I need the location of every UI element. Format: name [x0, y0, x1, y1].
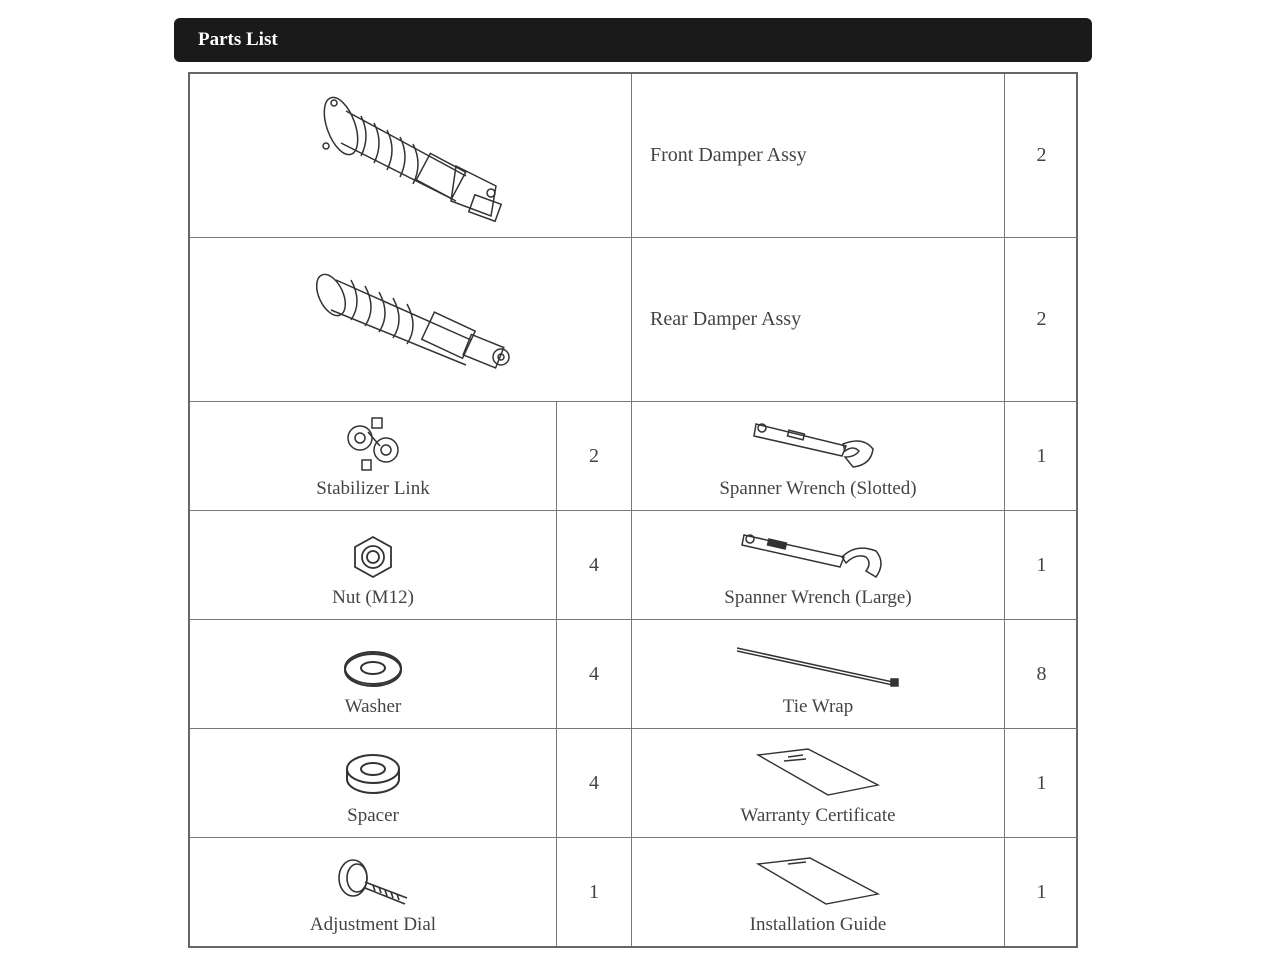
spanner-wrench-large-qty-cell	[1005, 511, 1078, 620]
spacer-cell	[190, 729, 557, 838]
part-name: Warranty Certificate	[740, 805, 896, 826]
spacer-qty-cell	[557, 729, 632, 838]
spanner-wrench-large-icon	[738, 525, 898, 583]
nut-qty-cell	[557, 511, 632, 620]
part-name: Installation Guide	[749, 914, 887, 935]
adjustment-dial-cell	[190, 838, 557, 946]
stabilizer-link-cell	[190, 402, 557, 511]
front-damper-icon	[306, 81, 516, 231]
part-name: Spanner Wrench (Slotted)	[719, 478, 917, 499]
tie-wrap-qty-cell	[1005, 620, 1078, 729]
installation-guide-qty-cell	[1005, 838, 1078, 946]
rear-damper-icon	[301, 255, 521, 385]
warranty-certificate-cell	[632, 729, 1005, 838]
parts-table	[188, 72, 1078, 948]
nut-cell	[190, 511, 557, 620]
part-name: Tie Wrap	[782, 696, 854, 717]
part-name: Nut (M12)	[332, 587, 414, 608]
part-name: Spacer	[347, 805, 399, 826]
nut-icon	[348, 533, 398, 583]
spanner-wrench-slotted-qty-cell	[1005, 402, 1078, 511]
part-qty: 2	[589, 444, 599, 467]
washer-cell	[190, 620, 557, 729]
part-qty: 1	[1036, 880, 1047, 903]
warranty-certificate-icon	[748, 747, 888, 801]
part-qty: 1	[589, 880, 599, 903]
washer-qty-cell	[557, 620, 632, 729]
part-qty: 8	[1036, 662, 1047, 685]
warranty-certificate-qty-cell	[1005, 729, 1078, 838]
adjustment-dial-qty-cell	[557, 838, 632, 946]
spanner-wrench-slotted-icon	[748, 416, 888, 474]
part-qty: 1	[1036, 771, 1047, 794]
part-name: Stabilizer Link	[316, 478, 430, 499]
part-qty: 4	[589, 771, 599, 794]
spanner-wrench-slotted-cell	[632, 402, 1005, 511]
part-name: Spanner Wrench (Large)	[724, 587, 912, 608]
front-damper-name-cell	[632, 74, 1005, 238]
parts-list-header	[174, 18, 1092, 62]
rear-damper-qty-cell	[1005, 238, 1078, 402]
tie-wrap-cell	[632, 620, 1005, 729]
tie-wrap-icon	[733, 642, 903, 692]
part-name: Adjustment Dial	[309, 914, 437, 935]
page-title: Parts List	[198, 29, 278, 50]
spacer-icon	[341, 751, 405, 801]
installation-guide-icon	[748, 856, 888, 910]
part-name: Washer	[344, 696, 402, 717]
stabilizer-link-icon	[338, 412, 408, 474]
installation-guide-cell	[632, 838, 1005, 946]
rear-damper-name-cell	[632, 238, 1005, 402]
part-name: Rear Damper Assy	[650, 308, 802, 330]
part-qty: 2	[1036, 308, 1047, 330]
part-qty: 2	[1036, 144, 1047, 166]
part-qty: 4	[589, 662, 599, 685]
rear-damper-image-cell	[190, 238, 632, 402]
part-qty: 1	[1036, 553, 1047, 576]
part-qty: 1	[1036, 444, 1047, 467]
stabilizer-link-qty-cell	[557, 402, 632, 511]
part-qty: 4	[589, 553, 599, 576]
adjustment-dial-icon	[333, 856, 413, 910]
front-damper-image-cell	[190, 74, 632, 238]
part-name: Front Damper Assy	[650, 144, 807, 166]
spanner-wrench-large-cell	[632, 511, 1005, 620]
washer-icon	[338, 646, 408, 692]
front-damper-qty-cell	[1005, 74, 1078, 238]
